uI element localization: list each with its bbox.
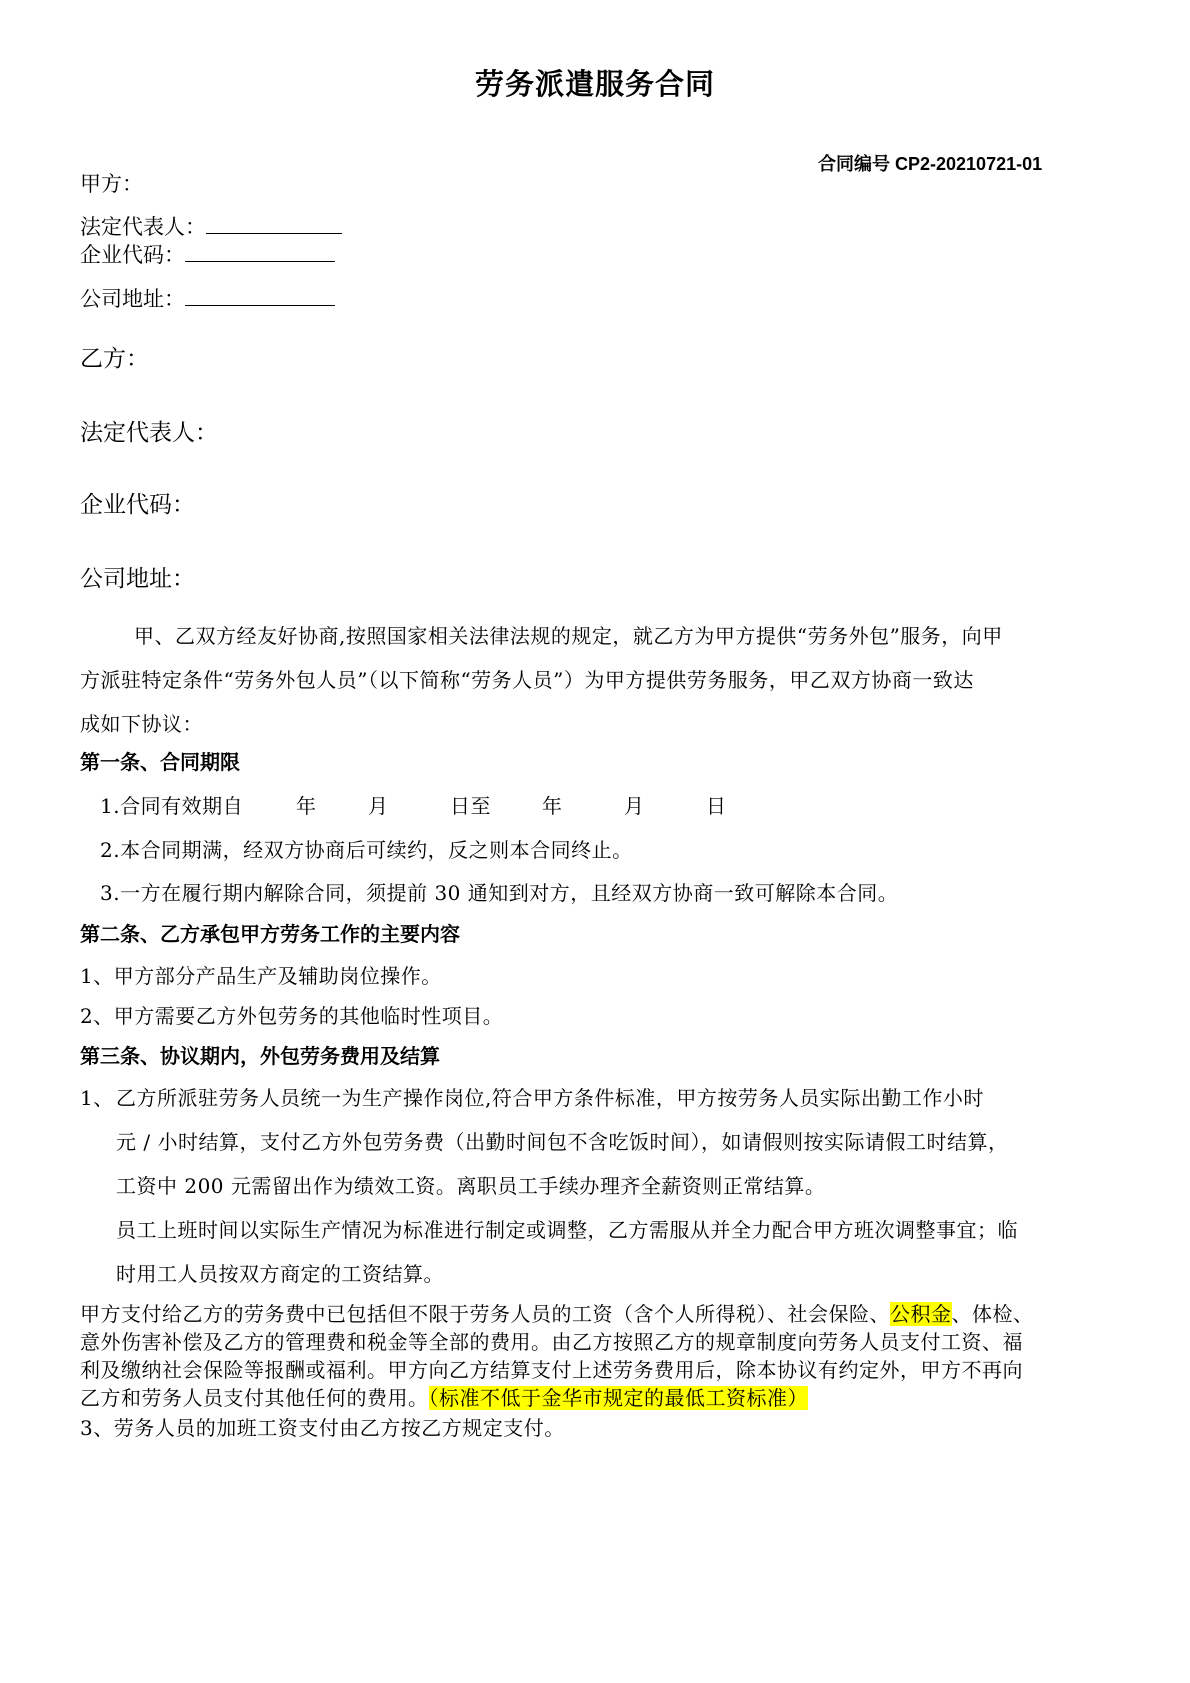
- article-1-heading: 第一条、合同期限: [80, 750, 240, 774]
- intro-line-2: 方派驻特定条件“劳务外包人员”（以下简称“劳务人员”）为甲方提供劳务服务，甲乙双方协商一致达: [80, 668, 974, 692]
- term-prefix: 1.合同有效期自: [100, 794, 244, 818]
- term-month-1[interactable]: 月: [368, 794, 389, 818]
- article-3-item-3: 3、劳务人员的加班工资支付由乙方按乙方规定支付。: [80, 1416, 565, 1440]
- term-year-1[interactable]: 年: [296, 794, 317, 818]
- no-other-fees-text: 乙方和劳务人员支付其他任何的费用。: [80, 1386, 429, 1410]
- article-3-item-2-line-1: [80, 1298, 1034, 1327]
- intro-line-1: 甲、乙双方经友好协商,按照国家相关法律法规的规定，就乙方为甲方提供“劳务外包”服务，向甲: [134, 624, 1003, 648]
- article-3-item-1-number: 1、: [80, 1086, 114, 1110]
- party-a-address: [80, 283, 335, 313]
- party-a-legal-rep-field[interactable]: [206, 213, 342, 234]
- fee-inclusion-text-cont: 、体检、: [951, 1302, 1034, 1326]
- article-1-item-3: 3.一方在履行期内解除合同，须提前 30 通知到对方，且经双方协商一致可解除本合同。: [100, 881, 899, 905]
- party-a-address-field[interactable]: [185, 285, 335, 306]
- article-1-item-1: [100, 790, 800, 816]
- article-1-item-2: 2.本合同期满，经双方协商后可续约，反之则本合同终止。: [100, 838, 633, 862]
- article-2-item-2: 2、甲方需要乙方外包劳务的其他临时性项目。: [80, 1004, 504, 1028]
- article-3-item-2-line-3: 利及缴纳社会保险等报酬或福利。甲方向乙方结算支付上述劳务费用后，除本协议有约定外，甲方不再向: [80, 1358, 1023, 1382]
- highlight-housing-fund: 公积金: [890, 1302, 952, 1326]
- article-3-item-1-line-5: 时用工人员按双方商定的工资结算。: [116, 1262, 444, 1286]
- article-2-heading: 第二条、乙方承包甲方劳务工作的主要内容: [80, 922, 460, 946]
- party-a-label: 甲方：: [80, 173, 143, 196]
- party-b-address-label: 公司地址：: [80, 565, 195, 591]
- document-title: 劳务派遣服务合同: [474, 69, 715, 101]
- party-a-enterprise-code: [80, 239, 335, 269]
- article-3-heading: 第三条、协议期内，外包劳务费用及结算: [80, 1044, 440, 1068]
- term-month-2[interactable]: 月: [624, 794, 645, 818]
- party-b-label: 乙方：: [80, 345, 149, 371]
- party-a-legal-rep-label: 法定代表人：: [80, 216, 206, 239]
- party-b-enterprise-code-label: 企业代码：: [80, 491, 195, 517]
- term-day-2[interactable]: 日: [706, 794, 727, 818]
- party-a-enterprise-code-field[interactable]: [185, 241, 335, 262]
- party-a-address-label: 公司地址：: [80, 288, 185, 311]
- article-3-item-1-line-2: 元 / 小时结算，支付乙方外包劳务费（出勤时间包不含吃饭时间），如请假则按实际请假工时结算，: [116, 1130, 1009, 1154]
- party-b-legal-rep-label: 法定代表人：: [80, 419, 218, 445]
- term-day-to[interactable]: 日至: [450, 794, 491, 818]
- term-year-2[interactable]: 年: [542, 794, 563, 818]
- contract-number: 合同编号 CP2-20210721-01: [818, 154, 1043, 174]
- highlight-minimum-wage: （标准不低于金华市规定的最低工资标准）: [428, 1386, 808, 1410]
- party-a-legal-rep: [80, 211, 342, 241]
- fee-inclusion-text: 甲方支付给乙方的劳务费中已包括但不限于劳务人员的工资（含个人所得税）、社会保险、: [80, 1302, 890, 1326]
- article-3-item-2-line-4: [80, 1382, 808, 1411]
- intro-line-3: 成如下协议：: [80, 712, 203, 736]
- article-3-item-1-line-1: 乙方所派驻劳务人员统一为生产操作岗位,符合甲方条件标准，甲方按劳务人员实际出勤工作小时: [116, 1086, 984, 1110]
- article-3-item-1-line-4: 员工上班时间以实际生产情况为标准进行制定或调整，乙方需服从并全力配合甲方班次调整事宜；临: [116, 1218, 1018, 1242]
- article-3-item-2-line-2: 意外伤害补偿及乙方的管理费和税金等全部的费用。由乙方按照乙方的规章制度向劳务人员支付工资、福: [80, 1330, 1023, 1354]
- party-a-enterprise-code-label: 企业代码：: [80, 244, 185, 267]
- article-3-item-1-line-3: 工资中 200 元需留出作为绩效工资。离职员工手续办理齐全薪资则正常结算。: [116, 1174, 826, 1198]
- article-2-item-1: 1、甲方部分产品生产及辅助岗位操作。: [80, 964, 442, 988]
